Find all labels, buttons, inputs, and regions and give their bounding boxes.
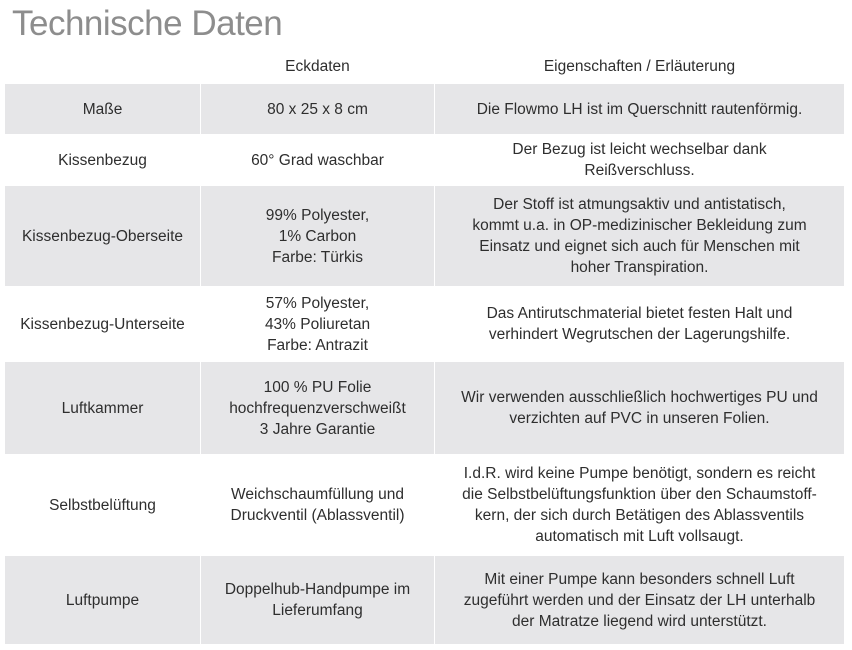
eckdaten-line: hochfrequenzverschweißt	[229, 399, 406, 417]
eigenschaften-cell	[435, 286, 845, 362]
eigenschaften-line: die Selbstbelüftungsfunktion über den Schaumstoff-	[462, 486, 817, 503]
header-label	[5, 48, 201, 84]
row-label-text: Kissenbezug-Oberseite	[21, 227, 184, 245]
eckdaten-line: 80 x 25 x 8 cm	[267, 100, 368, 118]
table-row	[5, 186, 845, 286]
eigenschaften-cell	[435, 134, 845, 186]
eckdaten-line: 43% Poliuretan	[264, 315, 371, 333]
header-eckdaten: Eckdaten	[201, 48, 435, 84]
eckdaten-line: 1% Carbon	[278, 227, 357, 245]
eigenschaften-line: Reißverschluss.	[584, 162, 695, 179]
eigenschaften-line: verzichten auf PVC in unseren Folien.	[509, 410, 770, 427]
row-label-text: Selbstbelüftung	[49, 496, 156, 514]
eckdaten-line: 3 Jahre Garantie	[259, 420, 376, 438]
eigenschaften-line: verhindert Wegrutschen der Lagerungshilfe.	[488, 326, 791, 343]
eckdaten-line: Weichschaumfüllung und	[231, 486, 404, 503]
eckdaten-cell	[201, 362, 435, 454]
eigenschaften-line: Das Antirutschmaterial bietet festen Halt und	[486, 305, 793, 322]
table-row	[5, 84, 845, 134]
eigenschaften-line: Wir verwenden ausschließlich hochwertiges PU und	[461, 389, 818, 406]
eckdaten-line: Farbe: Antrazit	[267, 336, 368, 354]
table-row	[5, 556, 845, 644]
row-label-text: Luftkammer	[61, 399, 144, 417]
table-header-row	[5, 48, 845, 84]
row-label	[5, 186, 201, 286]
row-label-text: Kissenbezug-Unterseite	[20, 315, 185, 333]
eckdaten-line: 60° Grad waschbar	[251, 151, 384, 169]
page-title: Technische Daten	[12, 4, 283, 43]
eigenschaften-line: automatisch mit Luft vollsaugt.	[535, 528, 744, 545]
eckdaten-line: 57% Polyester,	[265, 294, 370, 312]
eckdaten-line: 100 % PU Folie	[263, 378, 372, 396]
eckdaten-line: Druckventil (Ablassventil)	[230, 507, 405, 524]
eckdaten-cell	[201, 454, 435, 556]
table-row	[5, 134, 845, 186]
eigenschaften-line: zugeführt werden und der Einsatz der LH unterhalb	[463, 591, 816, 609]
table-row	[5, 286, 845, 362]
row-label-text: Luftpumpe	[65, 591, 140, 609]
eckdaten-line: Doppelhub-Handpumpe im	[224, 581, 411, 598]
row-label	[5, 286, 201, 362]
row-label-text: Maße	[82, 100, 123, 118]
eigenschaften-line: Die Flowmo LH ist im Querschnitt rautenförmig.	[476, 100, 803, 118]
eigenschaften-cell	[435, 186, 845, 286]
eigenschaften-line: Der Bezug ist leicht wechselbar dank	[512, 141, 767, 158]
eigenschaften-line: hoher Transpiration.	[570, 259, 709, 276]
eigenschaften-cell	[435, 454, 845, 556]
eigenschaften-cell	[435, 362, 845, 454]
row-label-text: Kissenbezug	[58, 151, 147, 169]
eigenschaften-line: kommt u.a. in OP-medizinischer Bekleidung zum	[472, 217, 807, 234]
row-label	[5, 556, 201, 644]
row-label	[5, 134, 201, 186]
eigenschaften-line: Mit einer Pumpe kann besonders schnell Luft	[484, 570, 795, 588]
eckdaten-cell	[201, 134, 435, 186]
eckdaten-cell	[201, 556, 435, 644]
eigenschaften-line: Einsatz und eignet sich auch für Menschen mit	[479, 238, 800, 255]
eckdaten-line: Farbe: Türkis	[271, 248, 364, 266]
eckdaten-cell	[201, 286, 435, 362]
header-eigenschaften: Eigenschaften / Erläuterung	[435, 48, 845, 84]
eckdaten-cell	[201, 186, 435, 286]
eckdaten-line: 99% Polyester,	[265, 206, 370, 224]
eigenschaften-line: kern, der sich durch Betätigen des Ablassventils	[474, 507, 805, 524]
eigenschaften-line: der Matratze liegend wird unterstützt.	[511, 612, 767, 630]
row-label	[5, 362, 201, 454]
table-row	[5, 454, 845, 556]
eigenschaften-cell	[435, 556, 845, 644]
eckdaten-line: Lieferumfang	[272, 602, 363, 619]
eckdaten-cell	[201, 84, 435, 134]
row-label	[5, 454, 201, 556]
table-row	[5, 362, 845, 454]
eigenschaften-line: I.d.R. wird keine Pumpe benötigt, sondern es reicht	[463, 465, 816, 482]
spec-table	[4, 48, 845, 644]
row-label	[5, 84, 201, 134]
eigenschaften-cell	[435, 84, 845, 134]
eigenschaften-line: Der Stoff ist atmungsaktiv und antistatisch,	[493, 196, 786, 213]
